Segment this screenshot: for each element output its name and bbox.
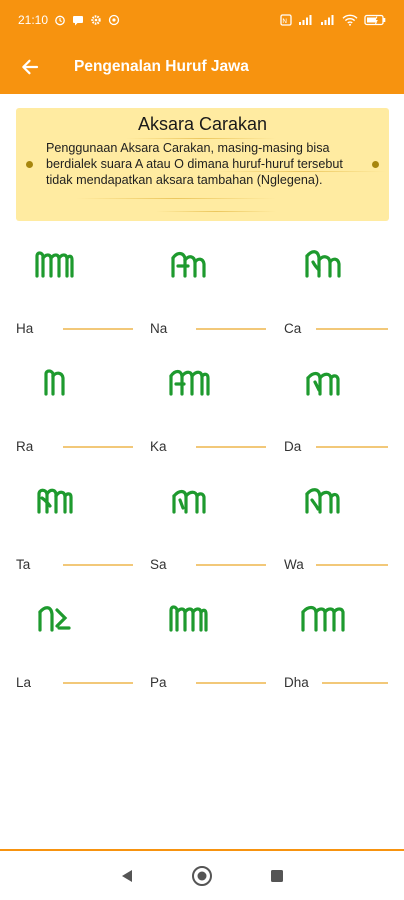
javanese-glyph-dha [268,594,378,644]
nav-recents-button[interactable] [263,862,291,890]
javanese-glyph-ta [0,476,110,526]
label-underline [63,564,133,566]
nav-back-icon [119,868,135,884]
javanese-glyph-la [0,594,110,644]
letter-label-sa: Sa [150,557,167,572]
status-time: 21:10 [18,13,49,27]
javanese-glyph-ra [0,358,110,408]
nav-recents-icon [269,868,285,884]
battery-icon [364,14,386,26]
nfc-icon [280,14,292,26]
letter-label-ha: Ha [16,321,34,336]
message-icon [72,14,84,26]
letter-label-na: Na [150,321,168,336]
letter-label-la: La [16,675,32,690]
label-underline [63,328,133,330]
info-card [16,108,389,221]
letter-card-ha[interactable] [0,230,134,348]
status-bar [0,0,404,40]
card-title: Aksara Carakan [137,114,268,134]
letter-card-pa[interactable] [134,584,268,702]
label-underline [316,564,388,566]
letter-label-pa: Pa [150,675,167,690]
letter-label-da: Da [284,439,302,454]
letter-card-ca[interactable] [268,230,402,348]
javanese-glyph-na [134,240,244,290]
label-underline [196,328,266,330]
settings-icon [90,14,102,26]
letter-label-wa: Wa [284,557,304,572]
vpn-icon [108,14,120,26]
page-title: Pengenalan Huruf Jawa [74,58,249,75]
javanese-glyph-da [268,358,378,408]
label-underline [196,682,266,684]
letter-card-dha[interactable] [268,584,402,702]
letter-card-wa[interactable] [268,466,402,584]
javanese-glyph-pa [134,594,244,644]
signal-icon-2 [320,14,336,26]
label-underline [63,682,133,684]
label-underline [316,328,388,330]
letter-card-sa[interactable] [134,466,268,584]
app-bar [0,40,404,94]
wifi-icon [342,14,358,26]
alarm-icon [54,14,66,26]
nav-back-button[interactable] [113,862,141,890]
back-button[interactable] [18,55,42,79]
javanese-glyph-wa [268,476,378,526]
label-underline [322,682,388,684]
letter-label-ka: Ka [150,439,167,454]
nav-home-button[interactable] [188,862,216,890]
label-underline [196,564,266,566]
letter-card-ra[interactable] [0,348,134,466]
card-dot-left [26,161,33,168]
label-underline [63,446,133,448]
label-underline [316,446,388,448]
letter-card-la[interactable] [0,584,134,702]
letter-card-na[interactable] [134,230,268,348]
label-underline [196,446,266,448]
letter-card-da[interactable] [268,348,402,466]
javanese-glyph-ka [134,358,244,408]
card-description: Penggunaan Aksara Carakan, masing-masing bisa berdialek suara A atau O dimana huruf-huruf tersebut tidak mendapatkan aksara tambahan (Nglegena). [46,141,343,187]
letter-label-dha: Dha [284,675,309,690]
nav-home-icon [191,865,213,887]
card-dot-right [372,161,379,168]
letter-label-ta: Ta [16,557,31,572]
javanese-glyph-sa [134,476,244,526]
signal-icon-1 [298,14,314,26]
arrow-left-icon [20,57,40,77]
letter-label-ca: Ca [284,321,302,336]
letter-card-ta[interactable] [0,466,134,584]
svg-text:N: N [282,17,288,25]
javanese-glyph-ha [0,240,110,290]
system-nav-bar [0,851,404,900]
letter-label-ra: Ra [16,439,34,454]
javanese-glyph-ca [268,240,378,290]
letter-card-ka[interactable] [134,348,268,466]
